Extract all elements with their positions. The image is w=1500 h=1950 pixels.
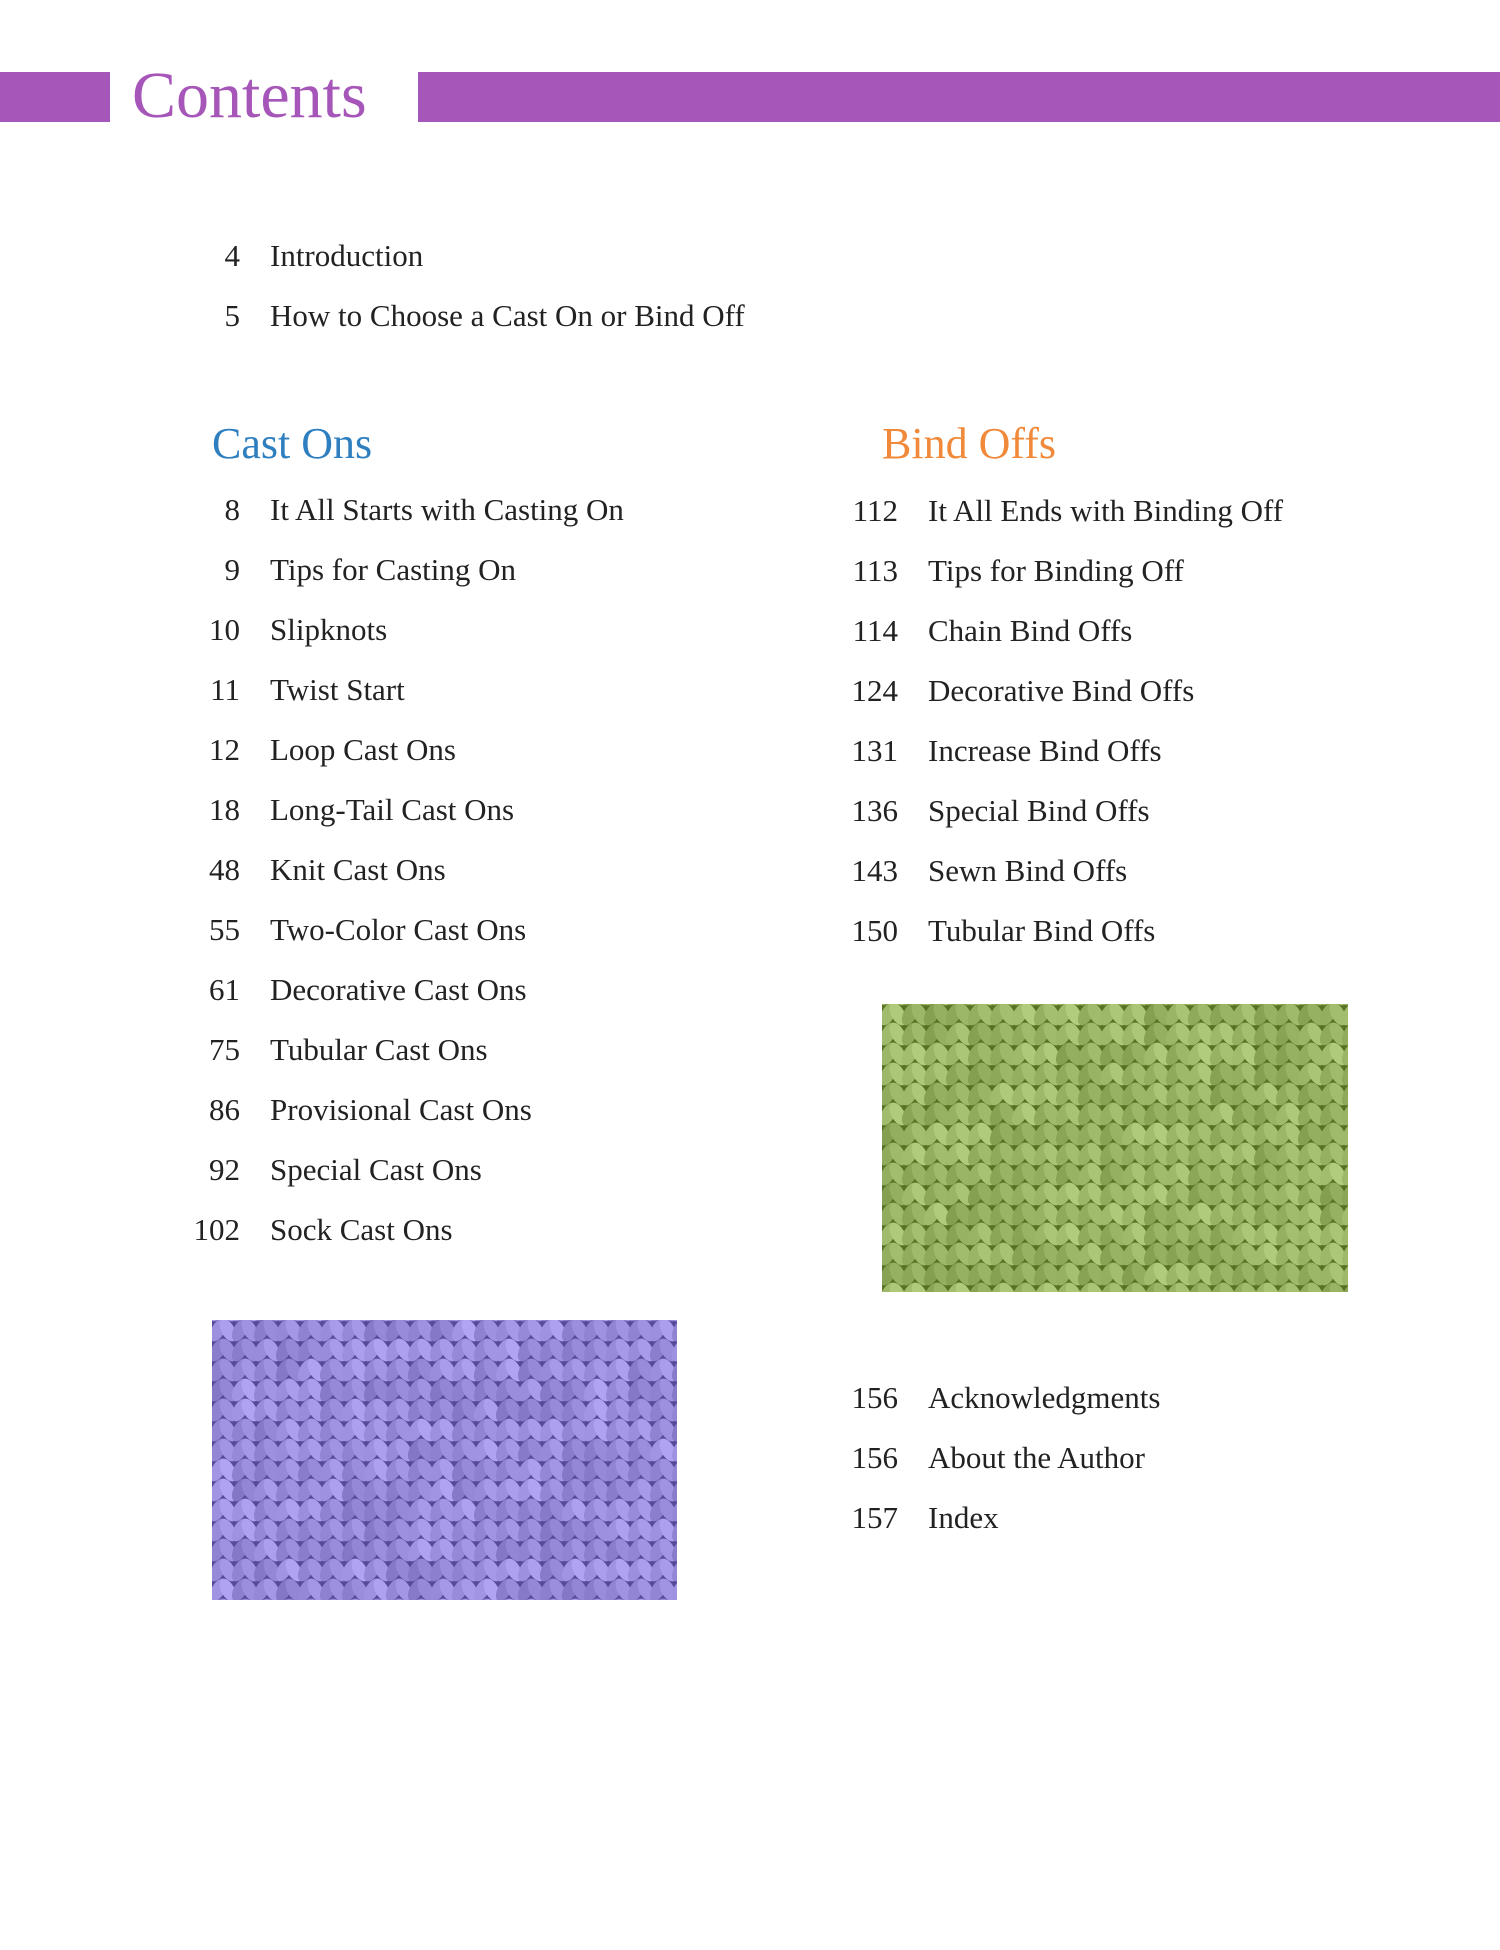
toc-entry-label: It All Starts with Casting On [270, 492, 624, 527]
toc-entry-label: Slipknots [270, 612, 388, 647]
knit-swatch-green-icon [882, 1004, 1348, 1292]
toc-page-number: 150 [851, 913, 898, 948]
toc-entry-label: Two-Color Cast Ons [270, 912, 527, 947]
toc-entry-label: Decorative Cast Ons [270, 972, 527, 1007]
toc-entry-label: It All Ends with Binding Off [928, 493, 1284, 528]
toc-page-number: 156 [851, 1380, 898, 1415]
title-bar-left [0, 72, 110, 122]
toc-entry-label: Introduction [270, 238, 424, 273]
toc-page-number: 75 [209, 1032, 240, 1067]
toc-entry-label: Acknowledgments [928, 1380, 1161, 1415]
toc-page-number: 4 [224, 238, 240, 273]
toc-page-number: 18 [209, 792, 240, 827]
toc-entry-label: How to Choose a Cast On or Bind Off [270, 298, 745, 333]
toc-page-number: 131 [851, 733, 898, 768]
toc-page-number: 86 [209, 1092, 240, 1127]
toc-page-number: 136 [851, 793, 898, 828]
toc-page-number: 143 [851, 853, 898, 888]
toc-entry-label: Index [928, 1500, 999, 1535]
toc-page-number: 9 [224, 552, 240, 587]
toc-page-number: 5 [224, 298, 240, 333]
toc-entry-label: Twist Start [270, 672, 405, 707]
toc-entry-label: Sewn Bind Offs [928, 853, 1128, 888]
toc-entry-label: Chain Bind Offs [928, 613, 1133, 648]
toc-page-number: 102 [193, 1212, 240, 1247]
toc-entry-label: Tips for Casting On [270, 552, 517, 587]
toc-page-number: 55 [209, 912, 240, 947]
section-heading-cast-ons: Cast Ons [212, 419, 373, 468]
toc-page-number: 157 [851, 1500, 898, 1535]
toc-page-number: 92 [209, 1152, 240, 1187]
toc-page-number: 10 [209, 612, 240, 647]
toc-entry-label: Long-Tail Cast Ons [270, 792, 515, 827]
toc-entry-label: Tubular Cast Ons [270, 1032, 488, 1067]
toc-page-number: 124 [851, 673, 898, 708]
toc-entry-label: Tubular Bind Offs [928, 913, 1156, 948]
toc-page-number: 112 [852, 493, 898, 528]
toc-entry-label: Decorative Bind Offs [928, 673, 1195, 708]
cast-on-swatch-image [212, 1320, 677, 1600]
toc-page-number: 12 [209, 732, 240, 767]
toc-entry-label: Special Bind Offs [928, 793, 1150, 828]
toc-page-number: 156 [851, 1440, 898, 1475]
toc-page-number: 113 [852, 553, 898, 588]
toc-entry-label: Special Cast Ons [270, 1152, 482, 1187]
toc-entry-label: Knit Cast Ons [270, 852, 446, 887]
toc-entry-label: About the Author [928, 1440, 1145, 1475]
bind-off-swatch-image [882, 1004, 1348, 1292]
toc-entry-label: Sock Cast Ons [270, 1212, 453, 1247]
section-heading-bind-offs: Bind Offs [882, 419, 1056, 468]
toc-entry-label: Tips for Binding Off [928, 553, 1184, 588]
toc-page-number: 11 [210, 672, 240, 707]
title-bar-right [418, 72, 1500, 122]
toc-entry-label: Provisional Cast Ons [270, 1092, 532, 1127]
knit-swatch-purple-icon [212, 1320, 677, 1600]
toc-page-number: 114 [852, 613, 898, 648]
toc-entry-label: Increase Bind Offs [928, 733, 1162, 768]
toc-page-number: 8 [224, 492, 240, 527]
toc-page-number: 61 [209, 972, 240, 1007]
toc-entry-label: Loop Cast Ons [270, 732, 456, 767]
toc-page-number: 48 [209, 852, 240, 887]
page-title: Contents [132, 59, 367, 132]
